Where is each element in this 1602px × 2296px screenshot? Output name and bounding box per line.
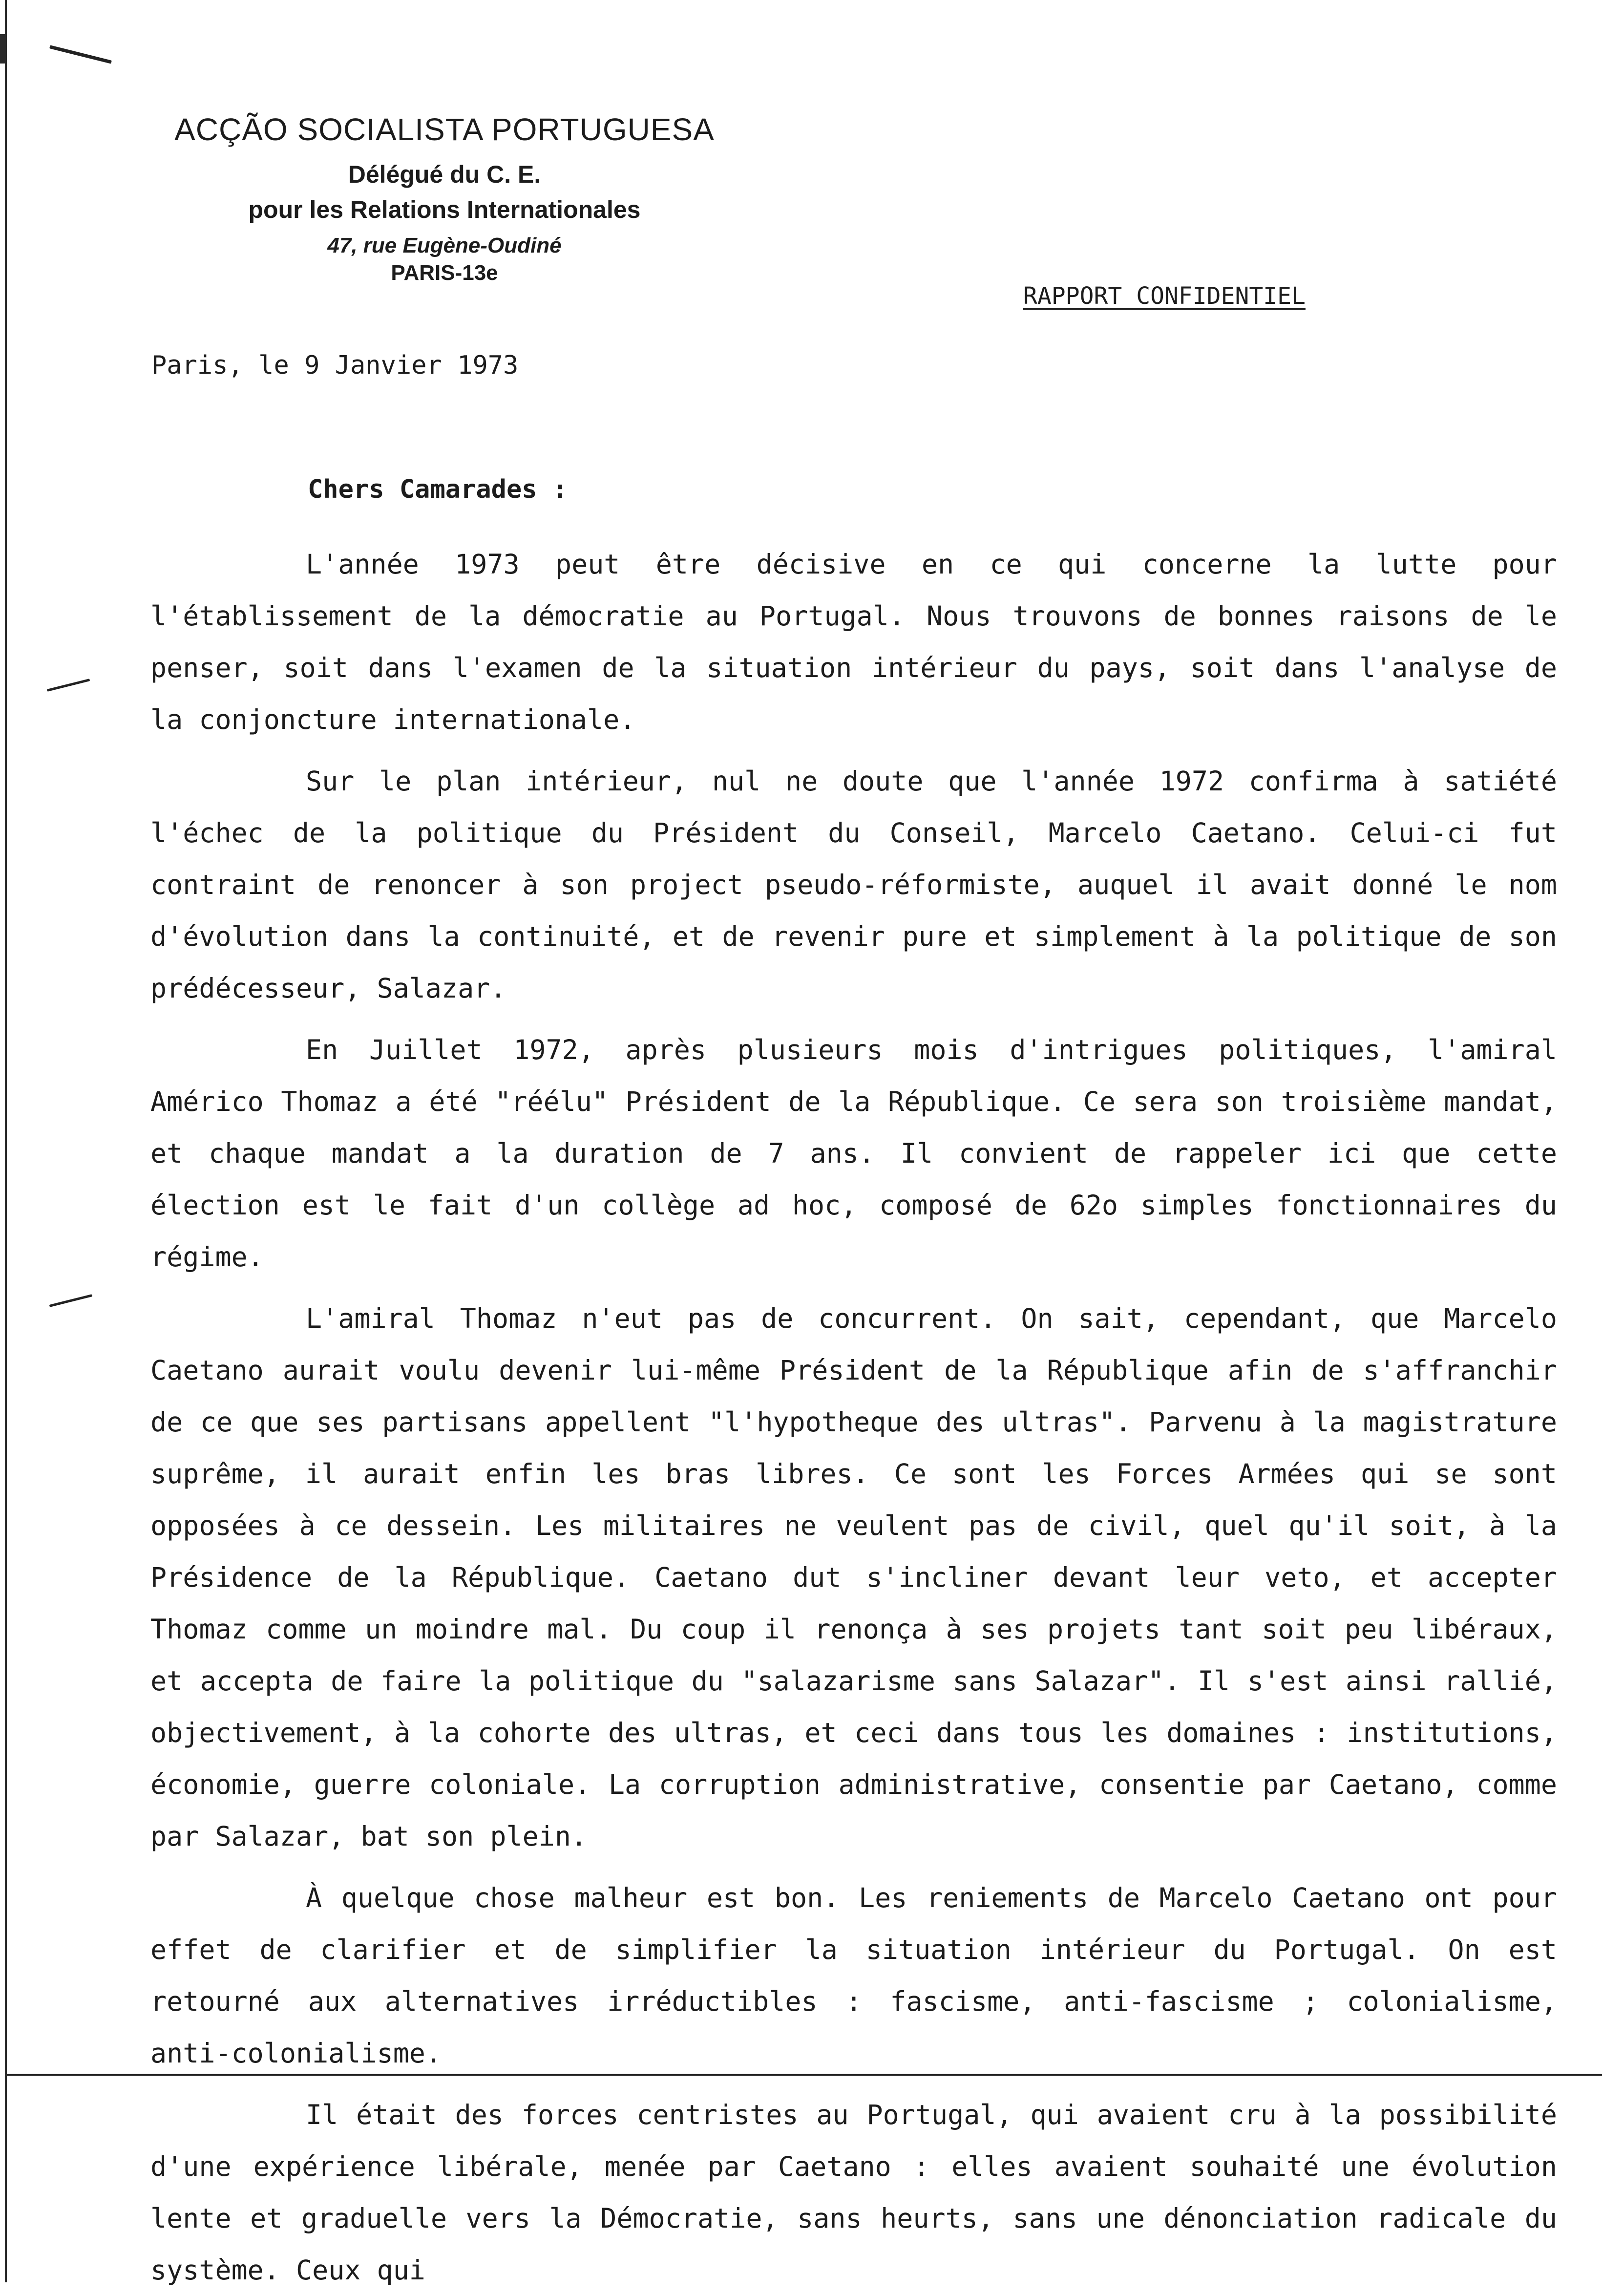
report-label: RAPPORT CONFIDENTIEL [1023, 282, 1306, 310]
scan-left-edge [5, 0, 7, 2282]
paragraph: Il était des forces centristes au Portugal, qui avaient cru à la possibilité d'une expérience libérale, menée par Caetano : elles avaient souhaité une évolution lente et graduelle vers la Démocratie, sans heurts, sans une dénonciation radicale du système. Ceux qui [150, 2099, 1557, 2286]
paragraph: À quelque chose malheur est bon. Les reniements de Marcelo Caetano ont pour effet de clarifier et de simplifier la situation intérieur du Portugal. On est retourné aux alternatives irréductibles : fascisme, anti-fascisme ; colonialisme, anti-colonialisme. [150, 1882, 1557, 2069]
scan-mark [47, 679, 90, 692]
salutation: Chers Camarades : [308, 475, 568, 504]
paragraph: En Juillet 1972, après plusieurs mois d'intrigues politiques, l'amiral Américo Thomaz a été "réélu" Président de la République. Ce sera son troisième mandat, et chaque mandat a la duration de 7 ans. Il convient de rappeler ici que cette élection est le fait d'un collège ad hoc, composé de 62o simples fonctionnaires du régime. [150, 1034, 1557, 1273]
dateline: Paris, le 9 Janvier 1973 [151, 351, 519, 380]
letter-body [150, 538, 1557, 2296]
paragraph: L'amiral Thomaz n'eut pas de concurrent. On sait, cependant, que Marcelo Caetano aurait voulu devenir lui-même Président de la République afin de s'affranchir de ce que ses partisans appellent "l'hypotheque des ultras". Parvenu à la magistrature suprême, il aurait enfin les bras libres. Ce sont les Forces Armées qui se sont opposées à ce dessein. Les militaires ne veulent pas de civil, quel qu'il soit, à la Présidence de la République. Caetano dut s'incliner devant leur veto, et accepter Thomaz comme un moindre mal. Du coup il renonça à ses projets tant soit peu libéraux, et accepta de faire la politique du "salazarisme sans Salazar". Il s'est ainsi rallié, objectivement, à la cohorte des ultras, et ceci dans tous les domaines : institutions, économie, guerre coloniale. La corruption administrative, consentie par Caetano, comme par Salazar, bat son plein. [150, 1303, 1557, 1852]
scan-corner-mark [0, 34, 6, 64]
scan-mark [49, 45, 112, 64]
scan-bottom-edge [7, 2074, 1602, 2076]
delegate-title: Délégué du C. E. [348, 161, 541, 188]
organization-name: ACÇÃO SOCIALISTA PORTUGUESA [174, 112, 715, 147]
city-address: PARIS-13e [391, 261, 498, 285]
letterhead [127, 111, 762, 285]
street-address: 47, rue Eugène-Oudiné [327, 234, 562, 257]
scan-mark [49, 1294, 93, 1307]
paragraph: Sur le plan intérieur, nul ne doute que l'année 1972 confirma à satiété l'échec de la politique du Président du Conseil, Marcelo Caetano. Celui-ci fut contraint de renoncer à son project pseudo-réformiste, auquel il avait donné le nom d'évolution dans la continuité, et de revenir pure et simplement à la politique de son prédécesseur, Salazar. [150, 765, 1557, 1004]
paragraph: L'année 1973 peut être décisive en ce qui concerne la lutte pour l'établissement de la démocratie au Portugal. Nous trouvons de bonnes raisons de le penser, soit dans l'examen de la situation intérieur du pays, soit dans l'analyse de la conjoncture internationale. [150, 549, 1557, 735]
delegate-role: pour les Relations Internationales [248, 196, 641, 223]
